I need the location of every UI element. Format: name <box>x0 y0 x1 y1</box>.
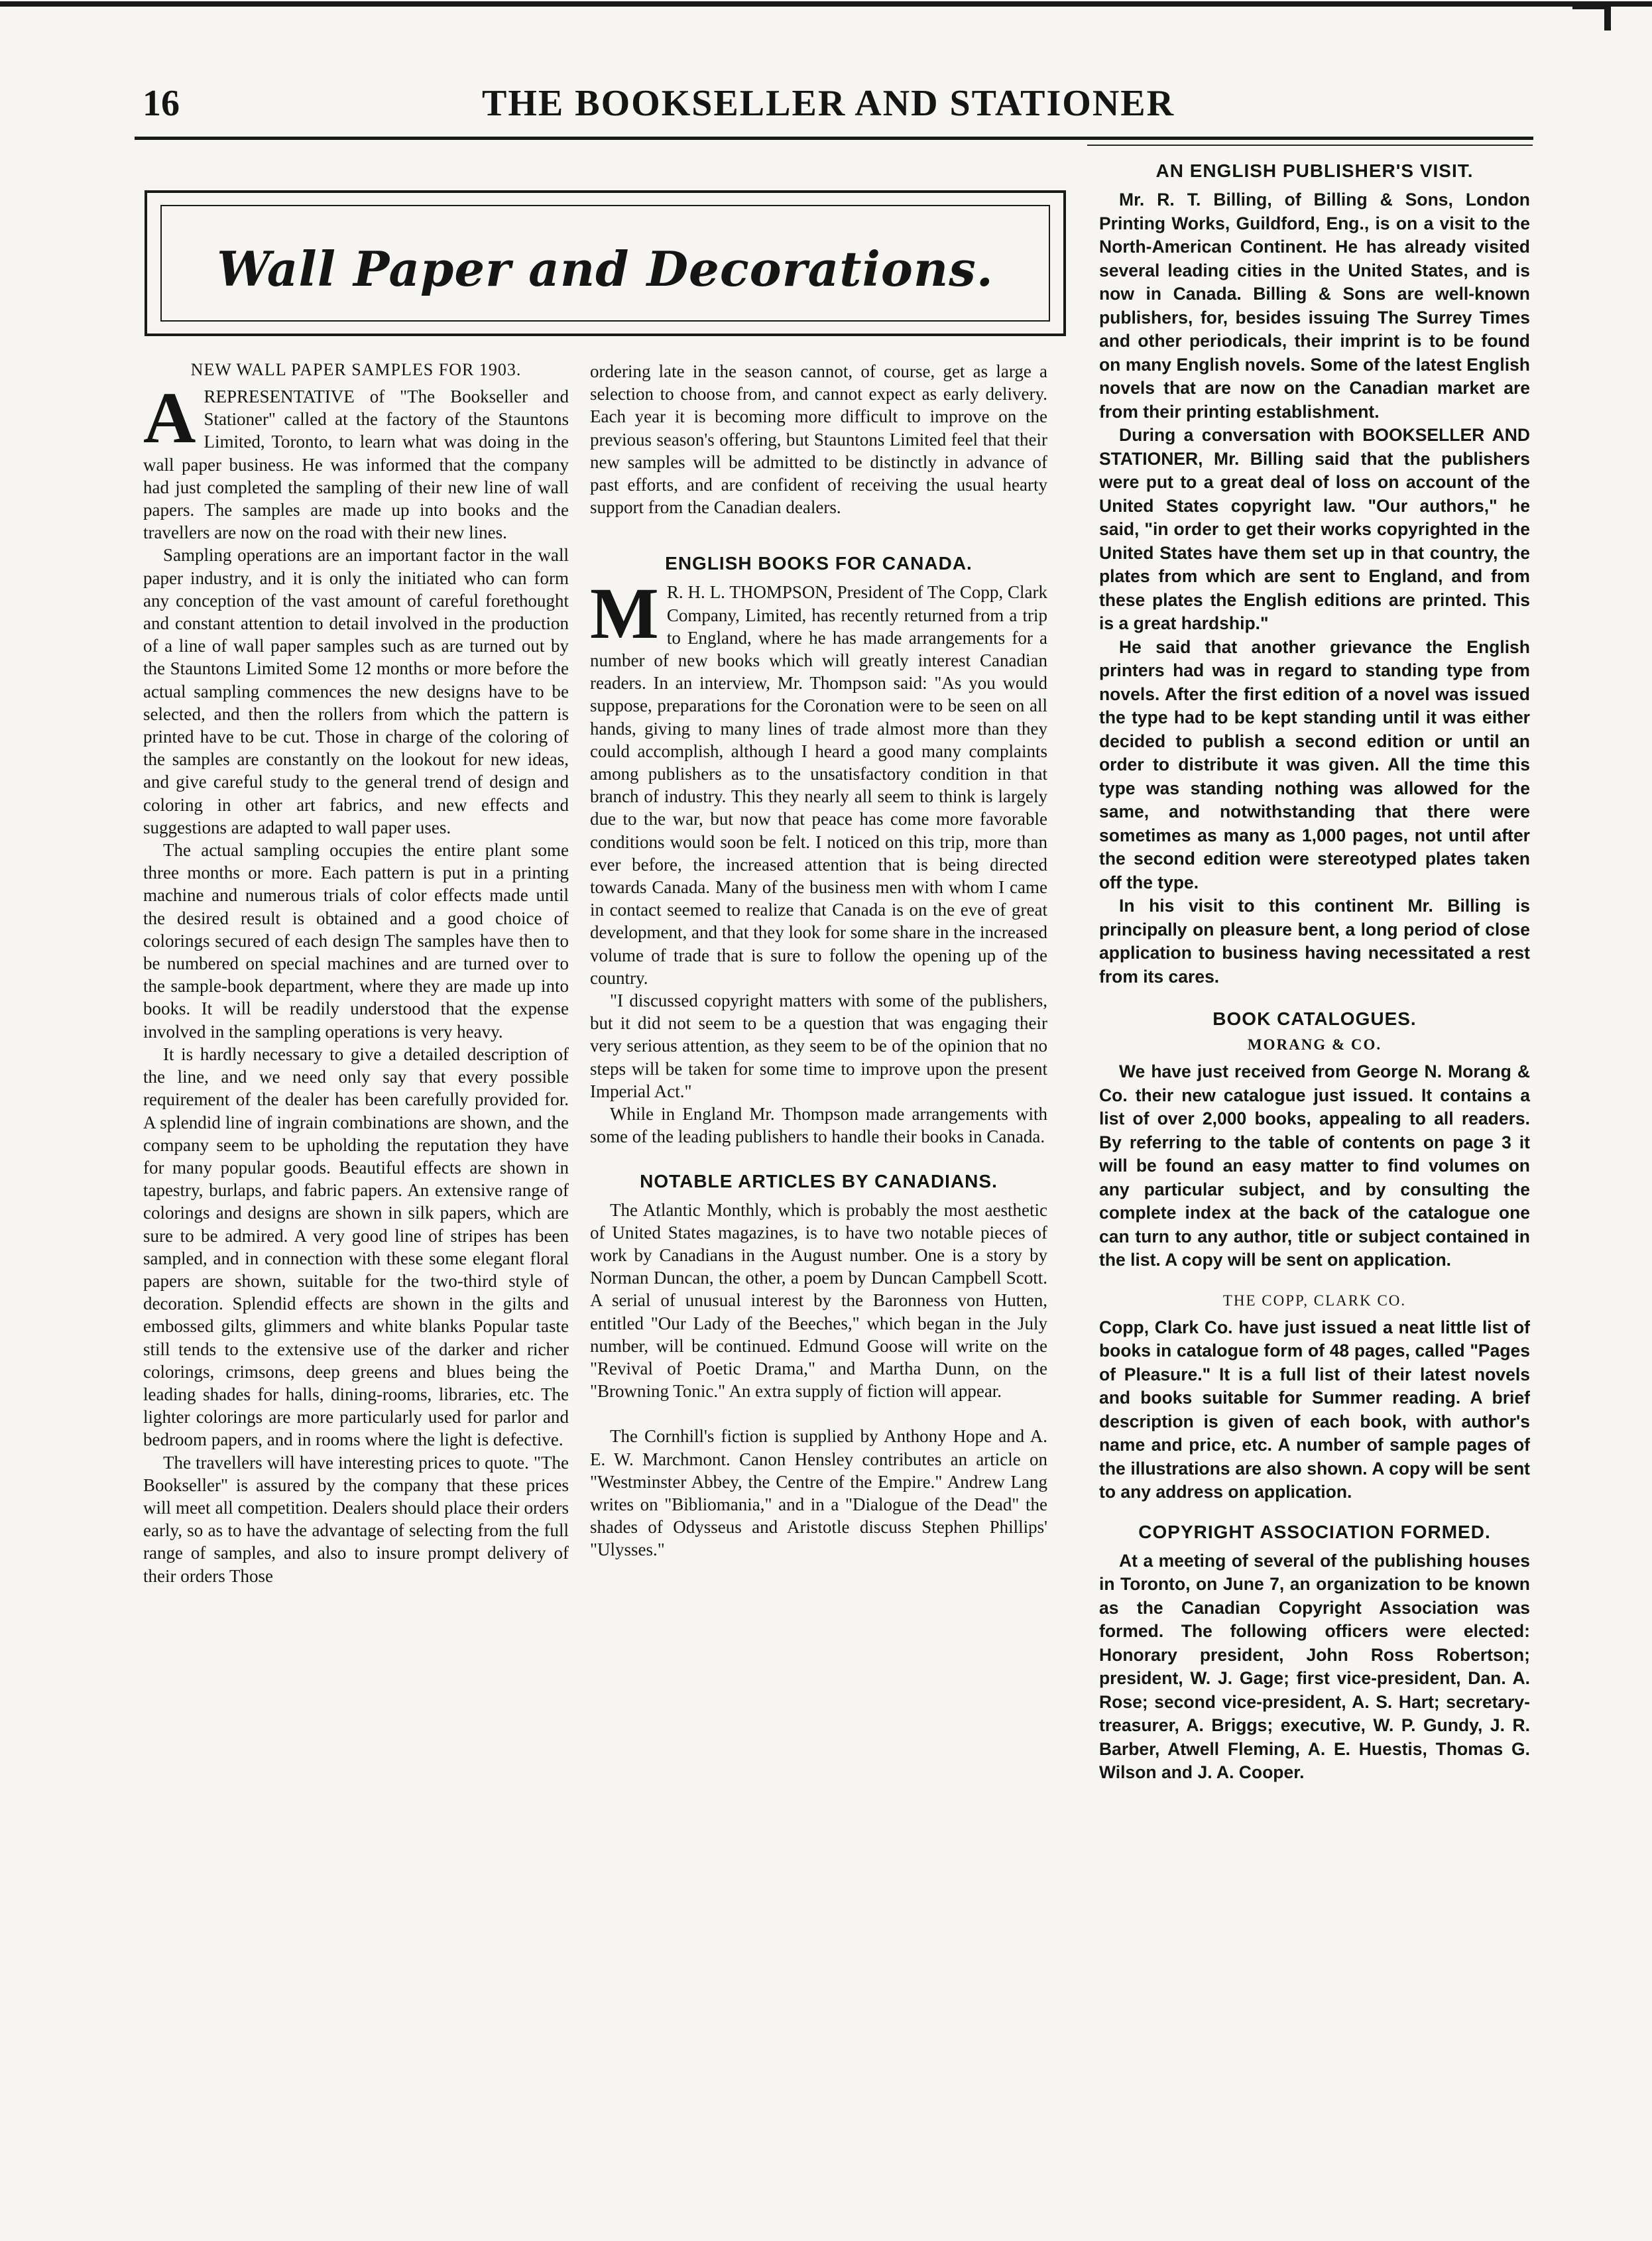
wallpaper-paragraph: The travellers will have interesting prices to quote. "The Bookseller" is assured by the company that these prices will meet all competition. Dealers should place their orders early, so as to have the advantage of selecting from the full range of samples, and also to insure prompt delivery of their orders Those <box>143 1452 569 1586</box>
dropcap-m: M <box>590 573 659 654</box>
journal-title: THE BOOKSELLER AND STATIONER <box>482 83 1175 124</box>
wallpaper-paragraph: Sampling operations are an important factor in the wall paper industry, and it is only the initiated who can form any conception of the vast amount of careful forethought and constant attention to detail involved in the production of a line of wall paper samples such as are turned out by the Stauntons Limited Some 12 months or more before the actual sampling commences the new designs have to be selected, and then the rollers from which the pattern is printed have to be cut. Those in charge of the coloring of the samples are constantly on the lookout for new ideas, and give careful study to the general trend of design and coloring in other art fabrics, and new effects and suggestions are adapted to wall paper uses. <box>143 545 569 837</box>
header-subrule <box>1087 145 1533 146</box>
wallpaper-lead-text: REPRESENTATIVE of "The Bookseller and Stationer" called at the factory of the Stauntons Limited, Toronto, to learn what was doing in the wall paper business. He was informed that the company had just completed the sampling of their new line of wall papers. The samples are made up into books and the travellers are now on the road with their new lines. <box>143 387 569 543</box>
catalogues-subheading-morang: MORANG & CO. <box>1247 1036 1382 1053</box>
header-rule <box>135 137 1533 140</box>
publisher-visit-paragraph: In his visit to this continent Mr. Billing is principally on pleasure bent, a long period of close application to business having necessitated a rest from its cares. <box>1099 896 1530 987</box>
wallpaper-continuation: ordering late in the season cannot, of course, get as large a selection to choose from, and cannot expect as early delivery. Each year it is becoming more difficult to improve on the previous season's offering, but Stauntons Limited feel that their new samples will be admitted to be distinctly in advance of past efforts, and are confident of receiving the usual hearty support from the Canadian dealers. <box>590 361 1047 518</box>
right-column <box>1099 160 1530 1785</box>
wallpaper-paragraph: The actual sampling occupies the entire plant some three months or more. Each pattern is put in a printing machine and numerous trials of color effects made until the desired result is obtained and a good choice of colorings secured of each design The samples have then to be numbered on special machines and are turned over to the sample-book department, where they are made up into books. It will be readily understood that the expense involved in the sampling operations is very heavy. <box>143 840 569 1042</box>
english-books-heading: ENGLISH BOOKS FOR CANADA. <box>665 553 973 574</box>
catalogues-paragraph: We have just received from George N. Morang & Co. their new catalogue just issued. It contains a list of over 2,000 books, appealing to all readers. By referring to the table of contents on page 3 it will be found an easy matter to find volumes on any particular subject, and by consulting the complete index at the back of the catalogue one can turn to any author, title or subject contained in the list. A copy will be sent on application. <box>1099 1061 1530 1270</box>
english-books-lead-text: R. H. L. THOMPSON, President of The Copp, Clark Company, Limited, has recently returned from a trip to England, where he has made arrangements for a number of new books which will greatly interest Canadian readers. In an interview, Mr. Thompson said: "As you would suppose, preparations for the Coronation were to be seen on all hands, giving to many lines of trade almost more than they could accomplish, although I heard a good many complaints among publishers as to the unsatisfactory condition in that branch of industry. This they nearly all seem to think is largely due to the war, but now that peace has come more favorable conditions would soon be felt. I noticed on this trip, more than ever before, the increased attention that is being directed towards Canada. Many of the business men with whom I came in contact seemed to realize that Canada is on the eve of great development, and that they look for some share in the increased volume of trade that is sure to follow the opening up of the country. <box>590 582 1047 988</box>
notable-articles-paragraph: The Atlantic Monthly, which is probably the most aesthetic of United States magazines, is to have two notable pieces of work by Canadians in the August number. One is a story by Norman Duncan, the other, a poem by Duncan Campbell Scott. A serial of unusual interest by the Baronness von Hutten, entitled "Our Lady of the Beeches," which began in the July number, will be continued. Edmund Goose will write on the "Revival of Poetic Drama," and Martha Dunn, on the "Browning Tonic." An extra supply of fiction will appear. <box>590 1199 1047 1402</box>
section-banner <box>145 190 1066 336</box>
binding-mark <box>1571 0 1624 33</box>
wallpaper-paragraph: It is hardly necessary to give a detailed description of the line, and we need only say that every possible requirement of the dealer has been carefully provided for. A splendid line of ingrain combinations are shown, and the company seem to be upholding the reputation they have for many popular goods. Beautiful effects are shown in tapestry, burlaps, and fabric papers. An extensive range of colorings and designs are shown in silk papers, which are sure to be admired. A very good line of stripes has been sampled, and in connection with these some elegant floral papers are shown, suitable for the two-third style of decoration. Splendid effects are shown in the gilts and embossed gilts, glimmers and white blanks Popular taste still tends to the extensive use of the darker and richer colorings, crimsons, deep greens and blues being the leading shades for halls, dining-rooms, libraries, etc. The lighter colorings are more particularly used for parlor and bedroom papers, and in rooms where the light is defective. <box>143 1044 569 1450</box>
catalogues-subheading-copp-clark: THE COPP, CLARK CO. <box>1222 1292 1407 1309</box>
english-books-lead <box>590 573 1047 989</box>
publisher-visit-paragraph: He said that another grievance the English printers had was in regard to standing type from novels. After the first edition of a novel was issued the type had to be kept standing until it was either decided to publish a second edition or until an order to distribute it was given. All the time this type was standing nothing was allowed for the same, and notwithstanding that there were sometimes as many as 1,000 pages, not until after the second edition were stereotyped plates taken off the type. <box>1099 636 1530 892</box>
notable-articles-heading: NOTABLE ARTICLES BY CANADIANS. <box>640 1170 998 1191</box>
left-column <box>143 360 569 1587</box>
banner-title: Wall Paper and Decorations. <box>217 241 994 297</box>
wallpaper-lead <box>143 377 569 544</box>
catalogues-heading: BOOK CATALOGUES. <box>1212 1008 1417 1029</box>
copyright-heading: COPYRIGHT ASSOCIATION FORMED. <box>1138 1521 1491 1542</box>
publisher-visit-heading: AN ENGLISH PUBLISHER'S VISIT. <box>1155 160 1474 181</box>
page-number: 16 <box>143 83 180 124</box>
copyright-paragraph: At a meeting of several of the publishing houses in Toronto, on June 7, an organization to be known as the Canadian Copyright Association was formed. The following officers were elected: Honorary president, John Ross Robertson; president, W. J. Gage; first vice-president, Dan. A. Rose; second vice-president, A. S. Hart; secretary-treasurer, A. Briggs; executive, W. P. Gundy, J. R. Barber, Atwell Fleming, A. E. Huestis, Thomas G. Wilson and J. A. Cooper. <box>1099 1550 1530 1782</box>
catalogues-paragraph: Copp, Clark Co. have just issued a neat little list of books in catalogue form of 48 pages, called "Pages of Pleasure." It is a full list of their latest novels and books suitable for Summer reading. A brief description is given of each book, with author's name and price, etc. A number of sample pages of the illustrations are also shown. A copy will be sent to any address on application. <box>1099 1317 1530 1502</box>
publisher-visit-paragraph: Mr. R. T. Billing, of Billing & Sons, London Printing Works, Guildford, Eng., is on a visit to the North-American Continent. He has already visited several leading cities in the United States, and is now in Canada. Billing & Sons are well-known publishers, for, besides issuing The Surrey Times and other periodicals, their imprint is to be found on many English novels. Some of the latest English novels that are now on the Canadian market are from their printing establishment. <box>1099 190 1530 422</box>
scan-top-border <box>0 1 1652 7</box>
notable-articles-paragraph: The Cornhill's fiction is supplied by Anthony Hope and A. E. W. Marchmont. Canon Hensley contributes an article on "Westminster Abbey, the Centre of the Empire." Andrew Lang writes on "Bibliomania," and in a "Dialogue of the Dead" the shades of Odysseus and Aristotle discuss Stephen Phillips' "Ulysses." <box>590 1426 1047 1560</box>
english-books-paragraph: "I discussed copyright matters with some of the publishers, but it did not seem to be a question that was engaging their very serious attention, as they seem to be of the opinion that no steps will be taken for some time to improve upon the present Imperial Act." <box>590 991 1047 1101</box>
dropcap-a: A <box>143 377 196 458</box>
wallpaper-kicker: NEW WALL PAPER SAMPLES FOR 1903. <box>190 360 522 379</box>
banner-inner-frame <box>160 205 1050 322</box>
english-books-paragraph: While in England Mr. Thompson made arrangements with some of the leading publishers to handle their books in Canada. <box>590 1104 1047 1147</box>
publisher-visit-paragraph: During a conversation with BOOKSELLER AND STATIONER, Mr. Billing said that the publishers were put to a great deal of loss on account of the United States copyright law. "Our authors," he said, "in order to get their works copyrighted in the United States have them set up in that country, the plates from which are sent to England, and from these plates the English editions are printed. This is a great hardship." <box>1099 425 1530 633</box>
middle-column <box>590 360 1047 1561</box>
